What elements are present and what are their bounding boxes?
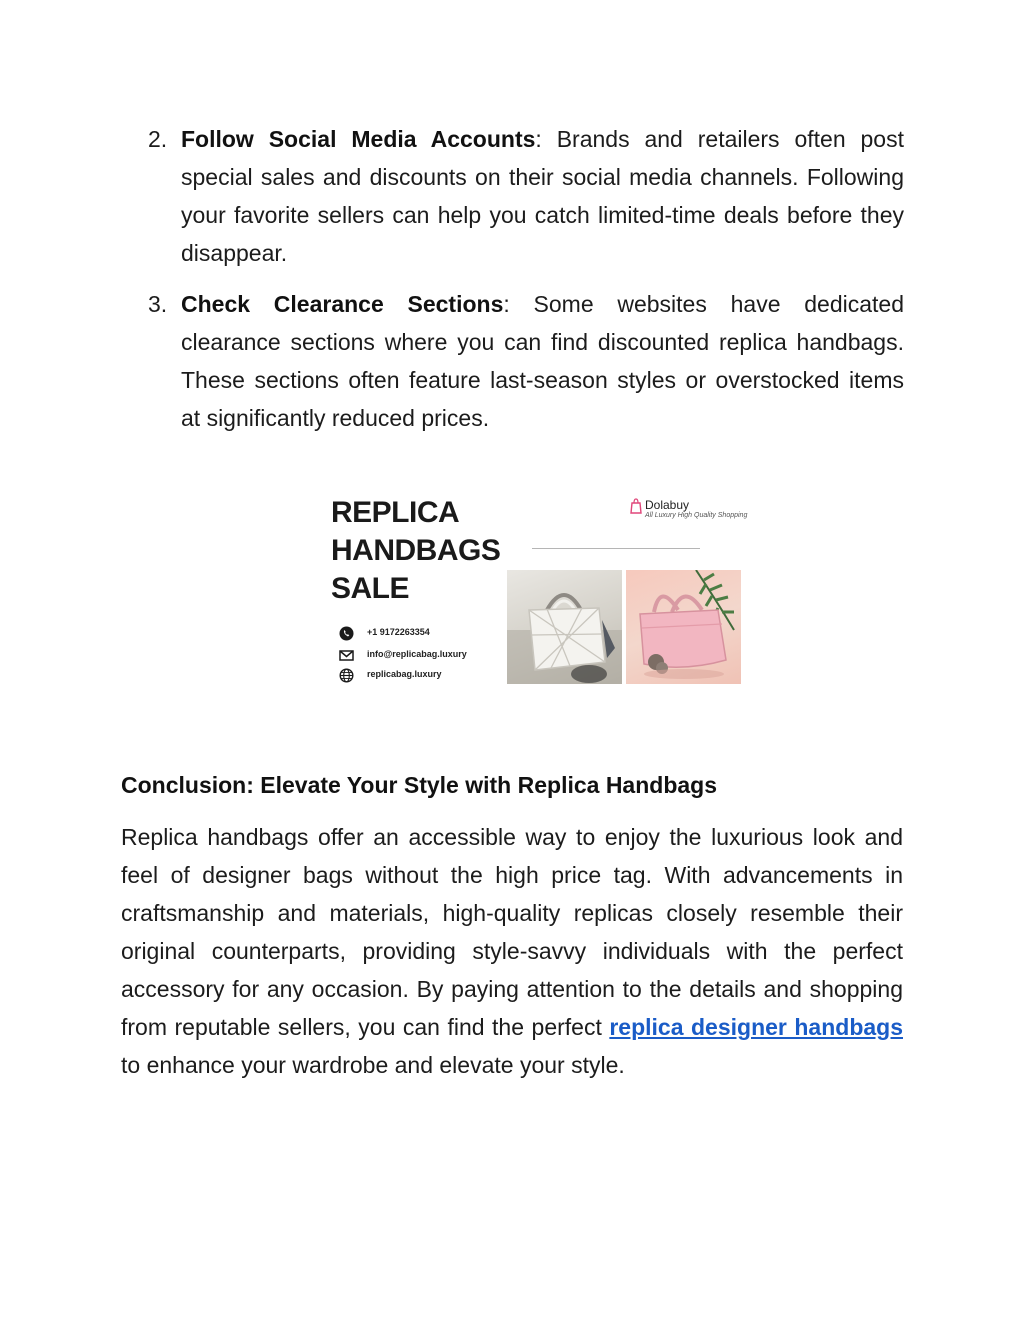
white-handbag-photo — [507, 570, 622, 684]
list-number: 3. — [148, 291, 168, 317]
list-separator: : — [535, 126, 542, 152]
list-paragraph — [181, 120, 904, 272]
banner-title: REPLICA HANDBAGS SALE — [331, 496, 501, 605]
white-handbag-illustration — [507, 570, 622, 684]
conclusion-text: Replica handbags offer an accessible way to enjoy the luxurious look and feel of designer bags without the high price tag. With advancements in craftsmanship and materials, high-quality replicas closely resemble their original counterparts, providing style-savvy individuals with the perfect accessory for any occasion. By paying attention to the details and shopping from reputable sellers, you can find the perfect — [121, 824, 903, 1040]
list-item-text: Brands and retailers often post special sales and discounts on their social media channels. Following your favorite sellers can help you catch limited-time deals before they disappear. — [181, 126, 904, 266]
promo-banner-image — [317, 478, 769, 688]
list-item-social-media — [148, 120, 904, 272]
list-item-text: Some websites have dedicated clearance sections where you can find discounted replica handbags. These sections often feature last-season styles or overstocked items at significantly reduced prices. — [181, 291, 904, 431]
list-separator: : — [503, 291, 510, 317]
list-number: 2. — [148, 126, 168, 152]
conclusion-heading: Conclusion: Elevate Your Style with Replica Handbags — [121, 772, 718, 798]
replica-designer-handbags-link[interactable]: replica designer handbags — [609, 1014, 903, 1040]
pink-handbag-photo — [626, 570, 741, 684]
website-url: replicabag.luxury — [367, 669, 442, 679]
list-item-title: Check Clearance Sections — [181, 291, 504, 317]
brand-name: Dolabuy — [645, 498, 690, 512]
globe-icon — [339, 668, 354, 683]
pink-handbag-illustration — [626, 570, 741, 684]
list-item-clearance — [148, 285, 904, 437]
brand-tagline: All Luxury High Quality Shopping — [645, 512, 748, 519]
list-item-body — [148, 120, 904, 272]
list-paragraph — [181, 285, 904, 437]
envelope-icon — [339, 648, 354, 663]
list-item-title: Follow Social Media Accounts — [181, 126, 536, 152]
list-item-body — [148, 285, 904, 437]
email-address: info@replicabag.luxury — [367, 649, 467, 659]
phone-icon — [339, 626, 354, 641]
conclusion-text-end: to enhance your wardrobe and elevate your style. — [121, 1052, 625, 1078]
conclusion-paragraph — [121, 818, 903, 1084]
shopping-bag-icon — [629, 498, 643, 514]
divider — [532, 548, 700, 549]
phone-number: +1 9172263354 — [367, 627, 430, 637]
